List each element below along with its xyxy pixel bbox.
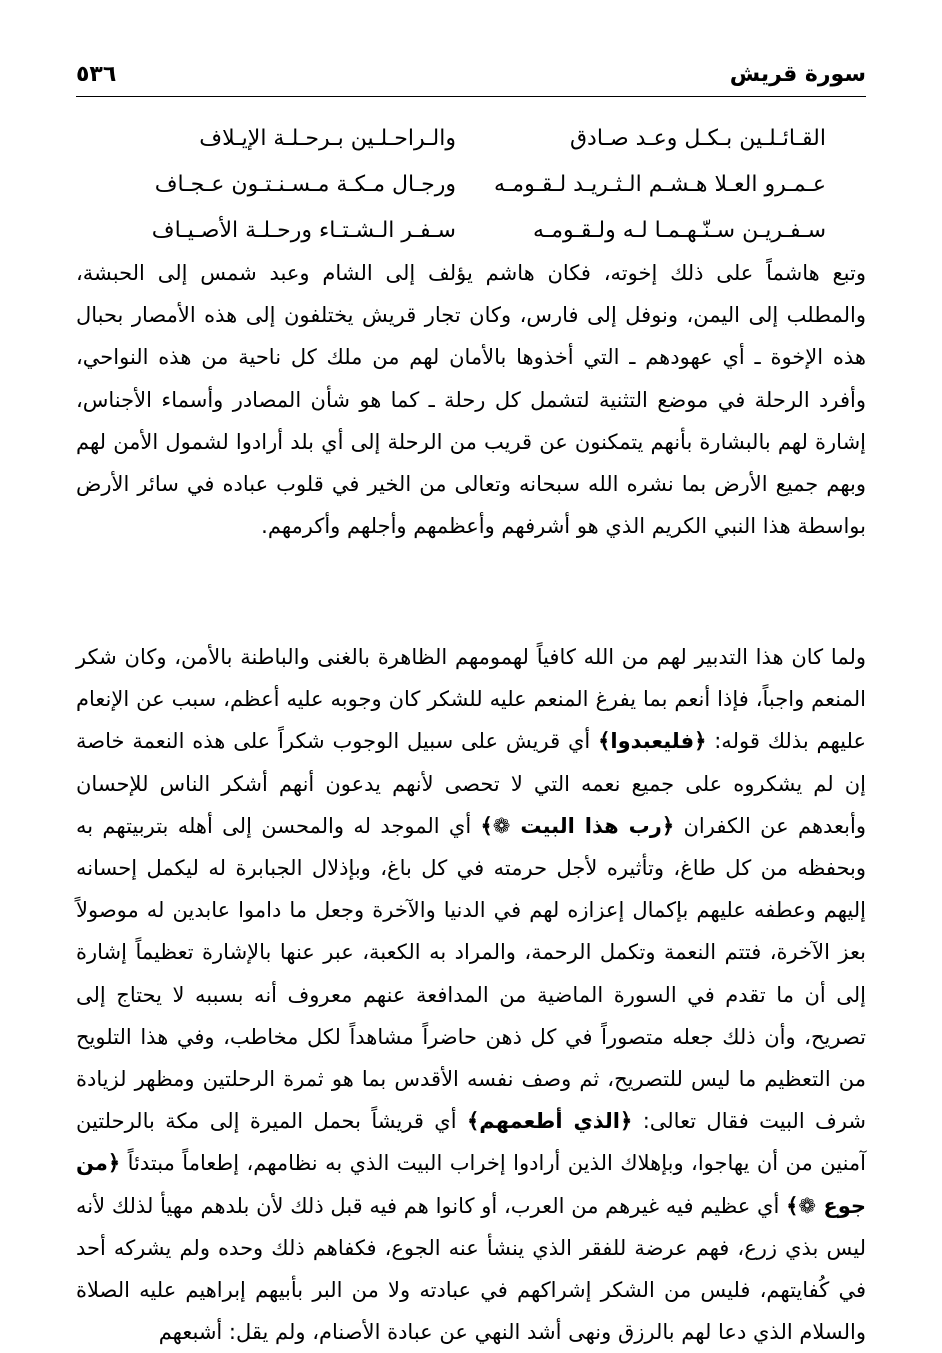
quran-quote: ﴿رب هذا البيت ❁﴾	[480, 813, 675, 838]
quran-quote: ﴿فليعبدوا﴾	[598, 729, 707, 754]
paragraph-text: ولما كان هذا التدبير لهم من الله كافياً لهمومهم الظاهرة بالغنى والباطنة بالأمن، وكان شكر المنعم واجباً، فإذا أنعم بما يفرغ المنعم عليه للشكر كان وجوبه عليه أعظم، سبب عن الإنعام عليهم بذلك قوله:	[76, 645, 866, 754]
verse-first-hemistich: القـائـلـين بـكـل وعـد صـادق	[569, 126, 826, 151]
commentary-paragraph	[76, 636, 866, 1353]
paragraph-text: أي قريش على سبيل الوجوب شكراً على هذه النعمة خاصة إن لم يشكروه على جميع نعمه التي لا تحصى لأنهم يدعون أنهم أشكر الناس للإحسان وأبعدهم عن الكفران	[76, 729, 866, 838]
poem-verse	[116, 162, 826, 208]
paragraph-text: أي عظيم فيه غيرهم من العرب، أو كانوا هم فيه قبل ذلك لأن بلدهم مهيأ لذلك لأنه ليس بذي زرع، فهم عرضة للفقر الذي ينشأ عنه الجوع، فكفاهم ذلك وحده ولم يشركه أحد في كُفايتهم، فليس من الشكر إشراكهم في عبادته ولا من البر بأبيهم إبراهيم عليه الصلاة والسلام الذي دعا لهم بالرزق ونهى أشد النهي عن عبادة الأصنام، ولم يقل: أشبعهم	[76, 1193, 866, 1345]
commentary-paragraph: وتبع هاشماً على ذلك إخوته، فكان هاشم يؤلف إلى الشام وعبد شمس إلى الحبشة، والمطلب إلى اليمن، ونوفل إلى فارس، وكان تجار قريش يختلفون إلى هذه الأمصار بحبال هذه الإخوة ـ أي عهودهم ـ التي أخذوها بالأمان لهم من ملك كل ناحية من هذه النواحي، وأفرد الرحلة في موضع التثنية لتشمل كل رحلة ـ كما هو شأن المصادر وأسماء الأجناس، إشارة لهم بالبشارة بأنهم يتمكنون عن قريب من الرحلة إلى أي بلد أرادوا لشمول الأمن لهم وبهم جميع الأرض بما نشره الله سبحانه وتعالى من الخير في قلوب عباده في سائر الأرض بواسطة هذا النبي الكريم الذي هو أشرفهم وأعظمهم وأجلهم وأكرمهم.	[76, 261, 866, 539]
poem-verse	[116, 116, 826, 162]
verse-second-hemistich: سـفـر الـشـتـاء ورحـلـة الأصـيـاف	[151, 218, 456, 243]
poem-block	[116, 116, 826, 254]
quran-quote: ﴿الذي أطعمهم﴾	[466, 1109, 633, 1134]
verse-second-hemistich: والـراحـلـين بـرحـلـة الإيـلاف	[199, 126, 456, 151]
paragraph-text: أي الموجد له والمحسن إلى أهله بتربيتهم به وبحفظه من كل طاغ، وتأثيره لأجل حرمته في كل باغ، وبإذلال الجبابرة له ليكمل إحسانه إليهم وعطفه عليهم بإكمال إعزازه لهم في الدنيا والآخرة وجعل ما داموا عابدين له موصولاً بعز الآخرة، فتتم النعمة وتكمل الرحمة، والمراد به الكعبة، عبر عنها بالإشارة تعظيماً إشارة إلى أن ما تقدم في السورة الماضية من المدافعة عنهم معروف أنه بسببه لا يحتاج إلى تصريح، وأن ذلك جعله متصوراً في كل ذهن حاضراً مشاهداً لكل مخاطب، وفي هذا التلويح من التعظيم ما ليس للتصريح، ثم وصف نفسه الأقدس بما هو ثمرة الرحلتين ومظهر لزيادة شرف البيت فقال تعالى:	[76, 813, 866, 1134]
page-number: ٥٣٦	[76, 62, 117, 87]
verse-second-hemistich: ورجـال مـكـة مـسـنـتـون عـجـاف	[154, 172, 456, 197]
verse-first-hemistich: سـفـريـن سـنّـهـمـا لـه ولـقـومـه	[533, 218, 826, 243]
book-page	[76, 56, 866, 1345]
surah-title: سورة قريش	[729, 62, 866, 87]
poem-verse	[116, 208, 826, 254]
quran-quote: ﴿من جوع ❁﴾	[76, 1151, 866, 1218]
page-header	[76, 56, 866, 97]
paragraph-text: أي قريشاً بحمل الميرة إلى مكة بالرحلتين آمنين من أن يهاجوا، وبإهلاك الذين أرادوا إخراب البيت الذي به نظامهم، إطعاماً مبتدئاً	[76, 1109, 866, 1176]
verse-first-hemistich: عـمـرو العـلا هـشـم الـثـريـد لـقـومـه	[494, 172, 826, 197]
